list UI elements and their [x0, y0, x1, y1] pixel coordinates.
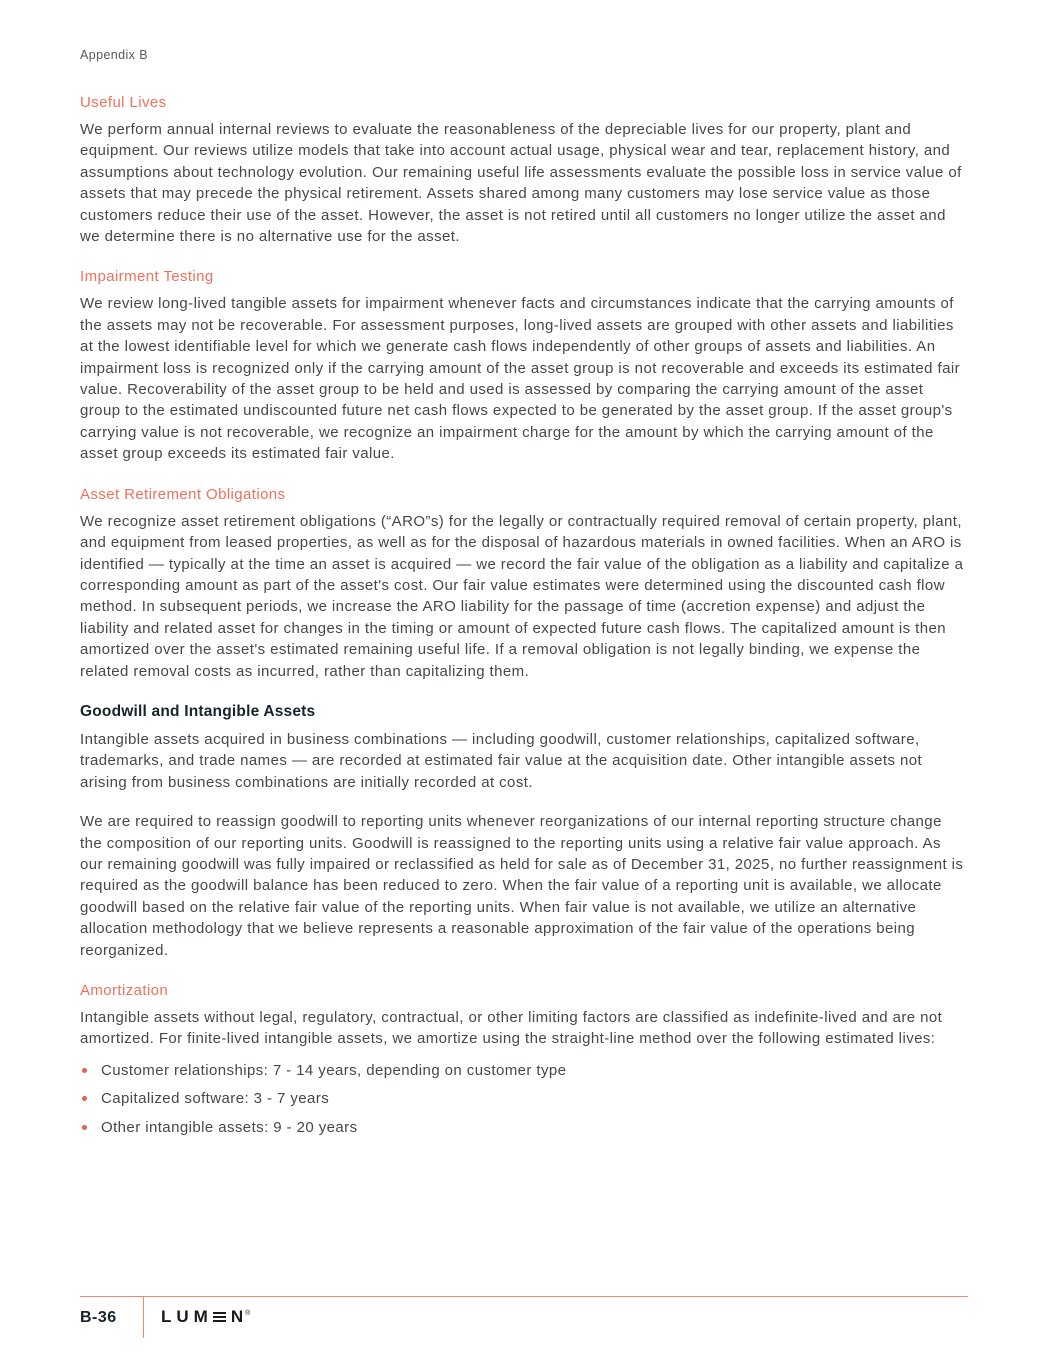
section-heading-asset-retirement-obligations: Asset Retirement Obligations	[80, 485, 286, 503]
page-number: B-36	[80, 1309, 117, 1326]
list-item-text: Customer relationships: 7 - 14 years, depending on customer type	[101, 1061, 567, 1079]
registered-trademark-icon: ®	[245, 1310, 251, 1317]
paragraph-asset-retirement-obligations: We recognize asset retirement obligations (“ARO”s) for the legally or contractually required removal of certain property, plant, and equipment from leased properties, as well as for the disposal of hazardous materials in owned facilities. When an ARO is identified — typically at the time an asset is acquired — we record the fair value of the obligation as a liability and capitalize a corresponding amount as part of the asset's cost. Our fair value estimates were determined using the discounted cash flow method. In subsequent periods, we increase the ARO liability for the passage of time (accretion expense) and adjust the liability and related asset for changes in the timing or amount of expected future cash flows. The capitalized amount is then amortized over the asset's estimated remaining useful life. If a removal obligation is not legally binding, we expense the related removal costs as incurred, rather than capitalizing them.	[80, 512, 964, 680]
appendix-label: Appendix B	[80, 48, 148, 62]
paragraph-amortization: Intangible assets without legal, regulatory, contractual, or other limiting factors are classified as indefinite-lived and are not amortized. For finite-lived intangible assets, we amortize using the straight-line method over the following estimated lives:	[80, 1009, 943, 1048]
section-heading-goodwill-and-intangible-assets: Goodwill and Intangible Assets	[80, 702, 316, 720]
footer-divider	[143, 1297, 144, 1338]
bullet-icon	[82, 1125, 87, 1130]
bullet-icon	[82, 1068, 87, 1073]
paragraph-goodwill-1: Intangible assets acquired in business combinations — including goodwill, customer relationships, capitalized software, trademarks, and trade names — are recorded at estimated fair value at the acquisition date. Other intangible assets not arising from business combinations are initially recorded at cost.	[80, 730, 923, 791]
lumen-logo-text-lum: LUM	[161, 1307, 213, 1326]
amortization-lives-list	[80, 1060, 968, 1138]
list-item	[80, 1117, 968, 1138]
section-heading-impairment-testing: Impairment Testing	[80, 268, 214, 286]
page-footer	[80, 1296, 968, 1338]
bullet-icon	[82, 1096, 87, 1101]
list-item-text: Other intangible assets: 9 - 20 years	[101, 1118, 358, 1136]
paragraph-goodwill-2: We are required to reassign goodwill to reporting units whenever reorganizations of our internal reporting structure change the composition of our reporting units. Goodwill is reassigned to the reporting units using a relative fair value approach. As our remaining goodwill was fully impaired or reclassified as held for sale as of December 31, 2025, no further reassignment is required as the goodwill balance has been reduced to zero. When the fair value of a reporting unit is available, we allocate goodwill based on the relative fair value of the reporting units. When fair value is not available, we utilize an alternative allocation methodology that we believe represents a reasonable approximation of the fair value of the operations being reorganized.	[80, 813, 964, 959]
lumen-e-icon	[213, 1312, 226, 1323]
paragraph-useful-lives: We perform annual internal reviews to evaluate the reasonableness of the depreciable lives for our property, plant and equipment. Our reviews utilize models that take into account actual usage, physical wear and tear, replacement history, and assumptions about technology evolution. Our remaining useful life assessments evaluate the possible loss in service value of assets that may precede the physical retirement. Assets shared among many customers may lose service value as those customers reduce their use of the asset. However, the asset is not retired until all customers no longer utilize the asset and we determine there is no alternative use for the asset.	[80, 121, 962, 246]
list-item	[80, 1060, 968, 1081]
page-content	[80, 92, 968, 1138]
section-heading-amortization: Amortization	[80, 982, 169, 999]
paragraph-impairment-testing: We review long-lived tangible assets for impairment whenever facts and circumstances indicate that the carrying amounts of the assets may not be recoverable. For assessment purposes, long-lived assets are grouped with other assets and liabilities at the lowest identifiable level for which we generate cash flows independently of other groups of assets and liabilities. An impairment loss is recognized only if the carrying amount of the asset group is not recoverable and exceeds its estimated fair value. Recoverability of the asset group to be held and used is assessed by comparing the carrying amount of the asset group to the estimated undiscounted future net cash flows expected to be generated by the asset group. If the asset group's carrying value is not recoverable, we recognize an impairment charge for the amount by which the carrying amount of the asset group exceeds its estimated fair value.	[80, 295, 960, 463]
list-item	[80, 1088, 968, 1109]
lumen-logo	[161, 1297, 250, 1324]
section-heading-useful-lives: Useful Lives	[80, 94, 167, 111]
lumen-logo-text-n: N	[230, 1307, 244, 1326]
list-item-text: Capitalized software: 3 - 7 years	[101, 1090, 330, 1108]
